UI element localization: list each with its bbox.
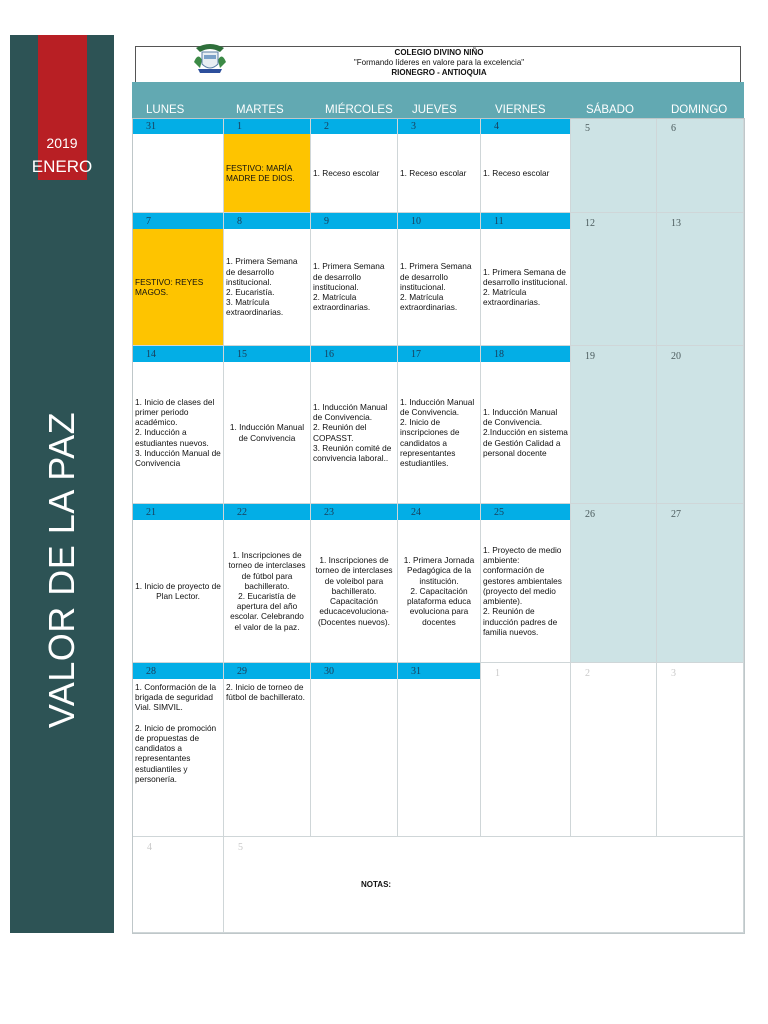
event-area bbox=[481, 134, 570, 212]
event-area bbox=[398, 679, 480, 836]
event-area bbox=[311, 134, 397, 212]
day-number: 9 bbox=[324, 216, 329, 227]
event-area bbox=[224, 679, 310, 836]
event-text: 1. Inscripciones de torneo de interclases de voleibol para bachillerato. Capacitación educacevoluciona-(Docentes nuevos). bbox=[315, 555, 393, 627]
day-cell bbox=[657, 346, 744, 504]
event-area bbox=[224, 229, 310, 345]
event-text: FESTIVO: REYES MAGOS. bbox=[135, 276, 204, 297]
event-area bbox=[398, 229, 480, 345]
day-number: 27 bbox=[671, 509, 681, 520]
day-saturday: SÁBADO bbox=[586, 104, 634, 116]
day-cell bbox=[132, 346, 224, 504]
day-friday: VIERNES bbox=[495, 104, 546, 116]
event-area bbox=[133, 520, 223, 662]
event-area bbox=[224, 520, 310, 662]
calendar-grid bbox=[132, 118, 744, 933]
day-monday: LUNES bbox=[146, 104, 185, 116]
day-number: 30 bbox=[324, 666, 334, 677]
event-text: 1. Inducción Manual de Convivencia. 2. Inicio de inscripciones de candidatos a representantes estudiantiles. bbox=[400, 396, 475, 468]
school-city: RIONEGRO - ANTIOQUIA bbox=[391, 68, 487, 77]
day-cell bbox=[571, 346, 657, 504]
day-thursday: JUEVES bbox=[412, 104, 457, 116]
day-cell bbox=[398, 663, 481, 837]
event-area bbox=[481, 229, 570, 345]
day-cell bbox=[311, 213, 398, 346]
day-cell bbox=[398, 118, 481, 213]
day-number: 26 bbox=[585, 509, 595, 520]
event-area bbox=[133, 679, 223, 836]
day-cell bbox=[481, 346, 571, 504]
event-text: 1. Inicio de proyecto de Plan Lector. bbox=[135, 580, 221, 601]
day-number: 22 bbox=[237, 507, 247, 518]
event-area bbox=[224, 362, 310, 503]
day-tuesday: MARTES bbox=[236, 104, 284, 116]
day-number: 3 bbox=[411, 121, 416, 132]
month-label: ENERO bbox=[31, 157, 93, 176]
day-cell bbox=[224, 213, 311, 346]
event-area bbox=[398, 520, 480, 662]
day-number: 13 bbox=[671, 218, 681, 229]
day-cell bbox=[657, 118, 744, 213]
event-area bbox=[398, 134, 480, 212]
day-cell bbox=[571, 118, 657, 213]
day-number: 29 bbox=[237, 666, 247, 677]
day-number: 2 bbox=[324, 121, 329, 132]
event-area bbox=[311, 362, 397, 503]
day-cell bbox=[657, 213, 744, 346]
event-text: 1. Inducción Manual de Convivencia bbox=[229, 422, 305, 443]
day-cell bbox=[311, 346, 398, 504]
day-cell bbox=[132, 837, 224, 933]
day-cell bbox=[481, 213, 571, 346]
holiday-block bbox=[224, 134, 310, 212]
event-area bbox=[398, 362, 480, 503]
day-number: 16 bbox=[324, 349, 334, 360]
day-number: 5 bbox=[238, 842, 243, 853]
day-number: 20 bbox=[671, 351, 681, 362]
theme-label: VALOR DE LA PAZ bbox=[41, 411, 82, 729]
event-text: 1. Inicio de clases del primer periodo académico. 2. Inducción a estudiantes nuevos. 3. Inducción Manual de Convivencia bbox=[135, 396, 221, 468]
day-number: 5 bbox=[585, 123, 590, 134]
day-cell bbox=[571, 504, 657, 663]
event-area bbox=[311, 679, 397, 836]
day-number: 4 bbox=[147, 842, 152, 853]
event-text: 1. Receso escolar bbox=[313, 167, 380, 178]
day-cell bbox=[398, 213, 481, 346]
school-crest-icon bbox=[190, 42, 230, 76]
event-text: 1. Inducción Manual de Convivencia. 2.Inducción en sistema de Gestión Calidad a personal docente bbox=[483, 406, 568, 458]
event-text: 1. Inducción Manual de Convivencia. 2. Reunión del COPASST. 3. Reunión comité de convivencia laboral.. bbox=[313, 401, 392, 463]
day-cell bbox=[657, 504, 744, 663]
school-header bbox=[135, 46, 741, 82]
event-text: 1. Inscripciones de torneo de interclases de fútbol para bachillerato. 2. Eucaristía de apertura del año escolar. Celebrando el valor de la paz. bbox=[228, 550, 306, 632]
day-cell bbox=[311, 504, 398, 663]
weekday-header bbox=[132, 82, 744, 118]
event-text: 1. Conformación de la brigada de seguridad Vial. SIMVIL. 2. Inicio de promoción de propuestas de candidatos a representantes estudiantiles y personería. bbox=[135, 682, 217, 784]
day-cell bbox=[132, 663, 224, 837]
school-motto: "Formando líderes en valore para la excelencia" bbox=[353, 58, 525, 67]
day-number: 6 bbox=[671, 123, 676, 134]
day-number: 1 bbox=[237, 121, 242, 132]
event-text: 1. Receso escolar bbox=[483, 167, 550, 178]
event-text: 1. Proyecto de medio ambiente: conformación de gestores ambientales (proyecto del medio ambiente). 2. Reunión de inducción padres de familia nuevos. bbox=[483, 545, 562, 637]
event-text: 1. Primera Semana de desarrollo institucional. 2. Matrícula extraordinarias. bbox=[400, 261, 472, 313]
day-cell bbox=[311, 663, 398, 837]
day-number: 2 bbox=[585, 668, 590, 679]
day-number: 7 bbox=[146, 216, 151, 227]
event-text: 2. Inicio de torneo de fútbol de bachillerato. bbox=[226, 682, 305, 703]
day-number: 11 bbox=[494, 216, 504, 227]
day-number: 17 bbox=[411, 349, 421, 360]
school-name: COLEGIO DIVINO NIÑO bbox=[394, 48, 484, 57]
day-cell bbox=[398, 504, 481, 663]
day-cell bbox=[571, 663, 657, 837]
day-number: 25 bbox=[494, 507, 504, 518]
event-area bbox=[133, 134, 223, 212]
event-area bbox=[133, 362, 223, 503]
day-number: 10 bbox=[411, 216, 421, 227]
event-area bbox=[311, 229, 397, 345]
day-cell bbox=[224, 663, 311, 837]
day-number: 4 bbox=[494, 121, 499, 132]
day-number: 23 bbox=[324, 507, 334, 518]
event-area bbox=[481, 520, 570, 662]
day-cell bbox=[132, 504, 224, 663]
day-wednesday: MIÉRCOLES bbox=[325, 104, 393, 116]
event-text: 1. Primera Semana de desarrollo institucional. 2. Matrícula extraordinarias. bbox=[483, 266, 568, 308]
day-number: 19 bbox=[585, 351, 595, 362]
day-cell bbox=[398, 346, 481, 504]
day-cell bbox=[132, 118, 224, 213]
day-number: 14 bbox=[146, 349, 156, 360]
notes-label: NOTAS: bbox=[361, 880, 392, 889]
event-text: FESTIVO: MARÍA MADRE DE DIOS. bbox=[226, 162, 295, 183]
day-cell bbox=[571, 213, 657, 346]
event-text: 1. Primera Jornada Pedagógica de la institución. 2. Capacitación plataforma educa evoluciona para docentes bbox=[403, 555, 475, 627]
day-cell bbox=[481, 663, 571, 837]
event-text: 1. Primera Semana de desarrollo institucional. 2. Matrícula extraordinarias. bbox=[313, 261, 385, 313]
event-text: 1. Receso escolar bbox=[400, 167, 467, 178]
day-cell bbox=[481, 504, 571, 663]
day-number: 12 bbox=[585, 218, 595, 229]
sidebar bbox=[10, 35, 114, 933]
day-cell bbox=[481, 118, 571, 213]
day-number: 15 bbox=[237, 349, 247, 360]
day-number: 8 bbox=[237, 216, 242, 227]
day-number: 31 bbox=[411, 666, 421, 677]
day-cell bbox=[224, 504, 311, 663]
event-text: 1. Primera Semana de desarrollo institucional. 2. Eucaristía. 3. Matrícula extraordinarias. bbox=[226, 256, 298, 318]
holiday-block bbox=[133, 229, 223, 345]
day-cell bbox=[311, 118, 398, 213]
year-label: 2019 bbox=[46, 135, 78, 151]
day-number: 1 bbox=[495, 668, 500, 679]
day-number: 21 bbox=[146, 507, 156, 518]
day-number: 18 bbox=[494, 349, 504, 360]
day-sunday: DOMINGO bbox=[671, 104, 728, 116]
event-area bbox=[311, 520, 397, 662]
day-number: 31 bbox=[146, 121, 156, 132]
day-number: 28 bbox=[146, 666, 156, 677]
event-area bbox=[481, 362, 570, 503]
day-cell bbox=[657, 663, 744, 837]
day-cell bbox=[224, 346, 311, 504]
day-cell bbox=[132, 213, 224, 346]
day-number: 24 bbox=[411, 507, 421, 518]
notes-cell bbox=[224, 837, 744, 933]
day-cell bbox=[224, 118, 311, 213]
day-number: 3 bbox=[671, 668, 676, 679]
